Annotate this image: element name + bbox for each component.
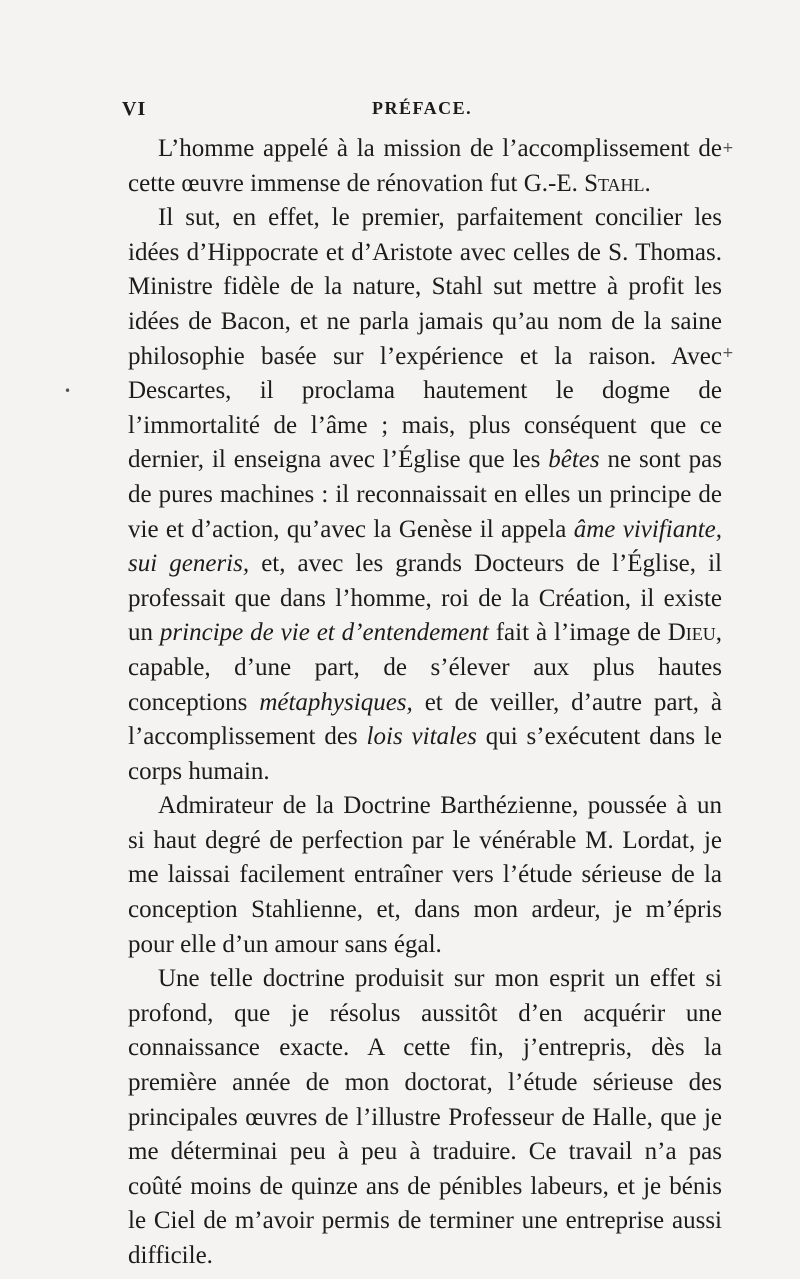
italic-text: âme vivifiante, sui generis, [128, 515, 722, 578]
text-run: Il sut, en effet, le premier, parfaitement concilier les idées d’Hippocrate et d’Aristote avec celles de S. Thomas. Ministre fidèle de la nature, Stahl sut mettre à profit les idées de Bacon, et ne parla jamais qu’au nom de la saine philosophie basée sur l’expérience et la raison. Avec Descartes, il proclama hautement le dogme de l’immortalité de l’âme ; mais, plus conséquent que ce dernier, il enseigna avec l’Église que les [128, 204, 722, 474]
page-number: VI [122, 98, 147, 120]
text-run: ne sont pas de pures machines : il reconnaissait en elles un principe de vie et d’action, qu’avec la Genèse il appela [128, 446, 722, 543]
small-caps-text: Dieu [667, 619, 716, 647]
italic-text: bêtes [548, 446, 600, 474]
italic-text: principe de vie et d’entendement [159, 619, 489, 647]
margin-mark: + [722, 140, 734, 156]
italic-text: métaphysiques, [259, 688, 413, 716]
text-run: et, avec les grands Docteurs de l’Église, il professait que dans l’homme, roi de la Création, il existe un [128, 550, 722, 647]
running-head [122, 98, 722, 124]
italic-text: lois vitales [366, 723, 477, 751]
text-run: et de veiller, d’autre part, à l’accomplissement des [128, 688, 722, 751]
text-run: fait à l’image de [488, 619, 668, 647]
text-run: qui s’exécutent dans le corps humain. [128, 723, 722, 785]
text-run: . [644, 169, 651, 197]
text-run: Une telle doctrine produisit sur mon esprit un effet si profond, que je résolus aussitôt d’en acquérir une connaissance exacte. A cette fin, j’entrepris, dès la première année de mon doctorat, l’étude sérieuse des principales œuvres de l’illustre Professeur de Halle, que je me déterminai peu à peu à traduire. Ce travail n’a pas coûté moins de quinze ans de pénibles labeurs, et je bénis le Ciel de m’avoir permis de terminer une entreprise aussi difficile. [128, 965, 722, 1269]
margin-dot: • [64, 384, 72, 398]
body-text [128, 132, 722, 1274]
paragraph [128, 201, 722, 789]
margin-mark: + [722, 345, 734, 361]
text-run: L’homme appelé à la mission de l’accomplissement de cette œuvre immense de rénovation fut G.-E. [128, 135, 722, 197]
paragraph [128, 789, 722, 962]
running-title: PRÉFACE. [372, 98, 473, 118]
small-caps-text: Stahl [584, 169, 645, 197]
text-run: Admirateur de la Doctrine Barthézienne, poussée à un si haut degré de perfection par le vénérable M. Lordat, je me laissai facilement entraîner vers l’étude sérieuse de la conception Stahlienne, et, dans mon ardeur, je m’épris pour elle d’un amour sans égal. [128, 792, 722, 958]
paragraph [128, 132, 722, 201]
text-run: , capable, d’une part, de s’élever aux plus hautes conceptions [128, 619, 723, 716]
paragraph [128, 962, 722, 1273]
